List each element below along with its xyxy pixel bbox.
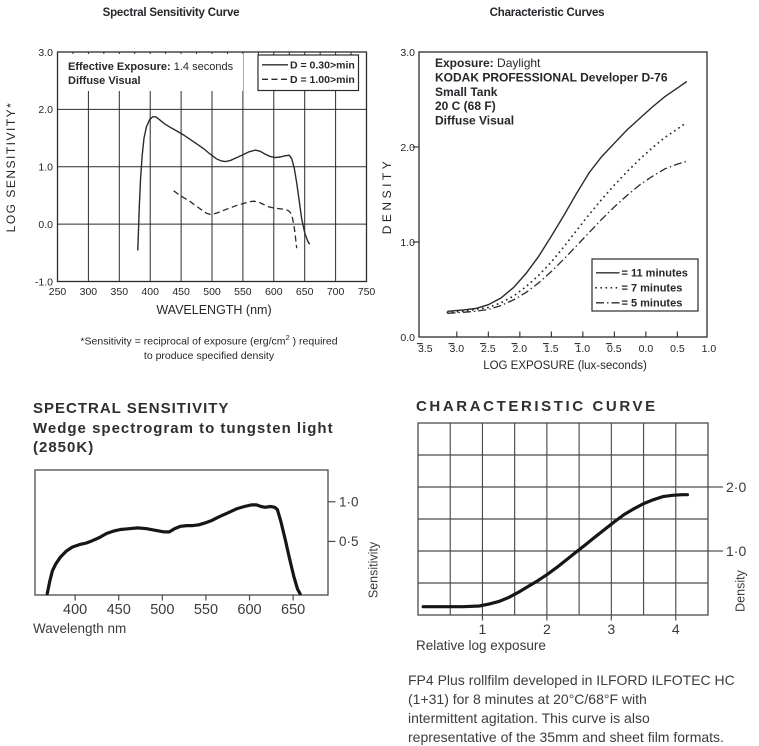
exposure-info-line1: Exposure: Daylight	[435, 56, 541, 70]
ilford-characteristic-header: CHARACTERISTIC CURVE	[416, 398, 658, 415]
legend-label-7-minutes: = 7 minutes	[621, 282, 683, 295]
x-tick-label-3: 3	[607, 621, 616, 637]
x-tick-label-650: 650	[295, 286, 314, 298]
x-tick-label-9: 1.0	[701, 343, 717, 355]
annotation-line2: Diffuse Visual	[68, 75, 141, 87]
x-tick-label-5: 1.0	[575, 343, 591, 355]
footnote-line2: to produce specified density	[143, 349, 275, 362]
legend-label-d-1-00-min: D = 1.00>min	[290, 74, 355, 86]
legend-label-d-0-30-min: D = 0.30>min	[290, 59, 355, 72]
footnote-text: *Sensitivity = reciprocal of exposure (erg/cm	[80, 335, 286, 348]
exposure-info-line5: Diffuse Visual	[435, 113, 515, 128]
curve-d-0-30-min	[138, 117, 310, 251]
x-tick-label-4: 1.5	[544, 343, 559, 355]
spectral-sensitivity-chart	[0, 0, 380, 373]
x-tick-label-0: 3.5	[417, 343, 433, 355]
x-tick-label-650: 650	[281, 602, 306, 618]
fp4-caption-line3: intermittent agitation. This curve is also	[408, 710, 650, 726]
chart-title-spectral-sensitivity-curve: Spectral Sensitivity Curve	[102, 7, 240, 19]
x-tick-label-1: 1	[478, 621, 487, 637]
x-tick-label-2: 2	[542, 621, 551, 637]
y-tick-label-1: 1·0	[339, 494, 359, 510]
legend-label-11-minutes: = 11 minutes	[621, 267, 688, 280]
x-tick-label-450: 450	[106, 602, 131, 618]
x-tick-label-750: 750	[357, 286, 376, 298]
x-tick-label-600: 600	[265, 286, 283, 298]
y-tick-label-0.0: 0.0	[38, 218, 53, 231]
x-axis-label: Relative log exposure	[416, 638, 546, 653]
x-tick-label-4: 4	[671, 621, 680, 637]
curve-wedge-spectrogram	[47, 505, 300, 594]
x-tick-label-8: 0.5	[670, 343, 685, 355]
x-axis-label: Wavelength nm	[33, 621, 127, 636]
x-tick-label-600: 600	[237, 602, 262, 618]
x-tick-label-550: 550	[193, 602, 219, 618]
curve-d-1-00-min	[174, 191, 297, 248]
x-tick-label-550: 550	[234, 286, 252, 298]
x-tick-label-350: 350	[110, 286, 129, 298]
fp4-caption	[408, 671, 759, 746]
exposure-info-line4: 20 C (68 F)	[435, 99, 496, 114]
y-tick-label-2.0: 2.0	[400, 141, 415, 154]
x-tick-label-500: 500	[203, 286, 221, 298]
wedge-spectrogram-chart	[0, 373, 380, 746]
y-tick-label--1.0: -1.0	[34, 276, 53, 289]
ilford-spectral-header-line3: (2850K)	[33, 439, 95, 456]
ilford-spectral-header-line2: Wedge spectrogram to tungsten light	[33, 419, 334, 437]
footnote-superscript: 2	[285, 333, 290, 342]
fp4-caption-line1: FP4 Plus rollfilm developed in ILFORD ILFOTEC HC	[408, 672, 735, 688]
fp4-caption-line4: representative of the 35mm and sheet film formats.	[408, 729, 724, 745]
x-tick-label-7: 0.0	[638, 343, 654, 355]
x-tick-label-3: 2.0	[512, 343, 528, 355]
exposure-info-line3: Small Tank	[435, 84, 498, 99]
y-tick-label-1: 1·0	[726, 542, 747, 559]
x-tick-label-400: 400	[141, 286, 159, 298]
y-axis-label-right: Sensitivity	[366, 541, 380, 599]
x-tick-label-400: 400	[63, 602, 88, 618]
x-tick-label-2: 2.5	[481, 343, 496, 355]
y-tick-label-3.0: 3.0	[400, 46, 415, 59]
x-axis-label: LOG EXPOSURE (lux-seconds)	[483, 360, 647, 372]
exposure-info-line2: KODAK PROFESSIONAL Developer D-76	[435, 70, 668, 85]
y-tick-label-3.0: 3.0	[38, 46, 53, 59]
x-tick-label-450: 450	[172, 286, 190, 298]
y-tick-label-0.0: 0.0	[400, 331, 415, 344]
y-tick-label-0.5: 0·5	[339, 534, 359, 550]
x-axis-label: WAVELENGTH (nm)	[156, 303, 272, 317]
y-axis-label: LOG SENSITIVITY*	[4, 101, 18, 233]
x-tick-label-500: 500	[150, 602, 175, 618]
y-axis-label-right: Density	[733, 570, 748, 612]
ilford-spectral-header-line1: SPECTRAL SENSITIVITY	[33, 400, 230, 417]
y-axis-label: DENSITY	[380, 157, 394, 235]
characteristic-curves-chart	[379, 0, 759, 373]
y-tick-label-1.0: 1.0	[38, 161, 53, 174]
annotation-line1: Effective Exposure: 1.4 seconds	[68, 61, 234, 73]
x-tick-label-1: 3.0	[449, 343, 465, 355]
chart-title-characteristic-curves: Characteristic Curves	[489, 7, 605, 19]
fp4-caption-line2: (1+31) for 8 minutes at 20°C/68°F with	[408, 691, 647, 707]
y-tick-label-1.0: 1.0	[400, 236, 415, 249]
footnote-text-end: ) required	[289, 335, 338, 348]
y-tick-label-2: 2·0	[726, 478, 747, 495]
x-tick-label-6: 0.5	[607, 343, 622, 355]
x-tick-label-300: 300	[79, 286, 98, 298]
x-tick-label-700: 700	[326, 286, 345, 298]
sensitivity-footnote	[39, 331, 379, 363]
y-tick-label-2.0: 2.0	[38, 104, 53, 117]
x-tick-label-250: 250	[48, 286, 67, 298]
legend-label-5-minutes: = 5 minutes	[621, 297, 683, 310]
